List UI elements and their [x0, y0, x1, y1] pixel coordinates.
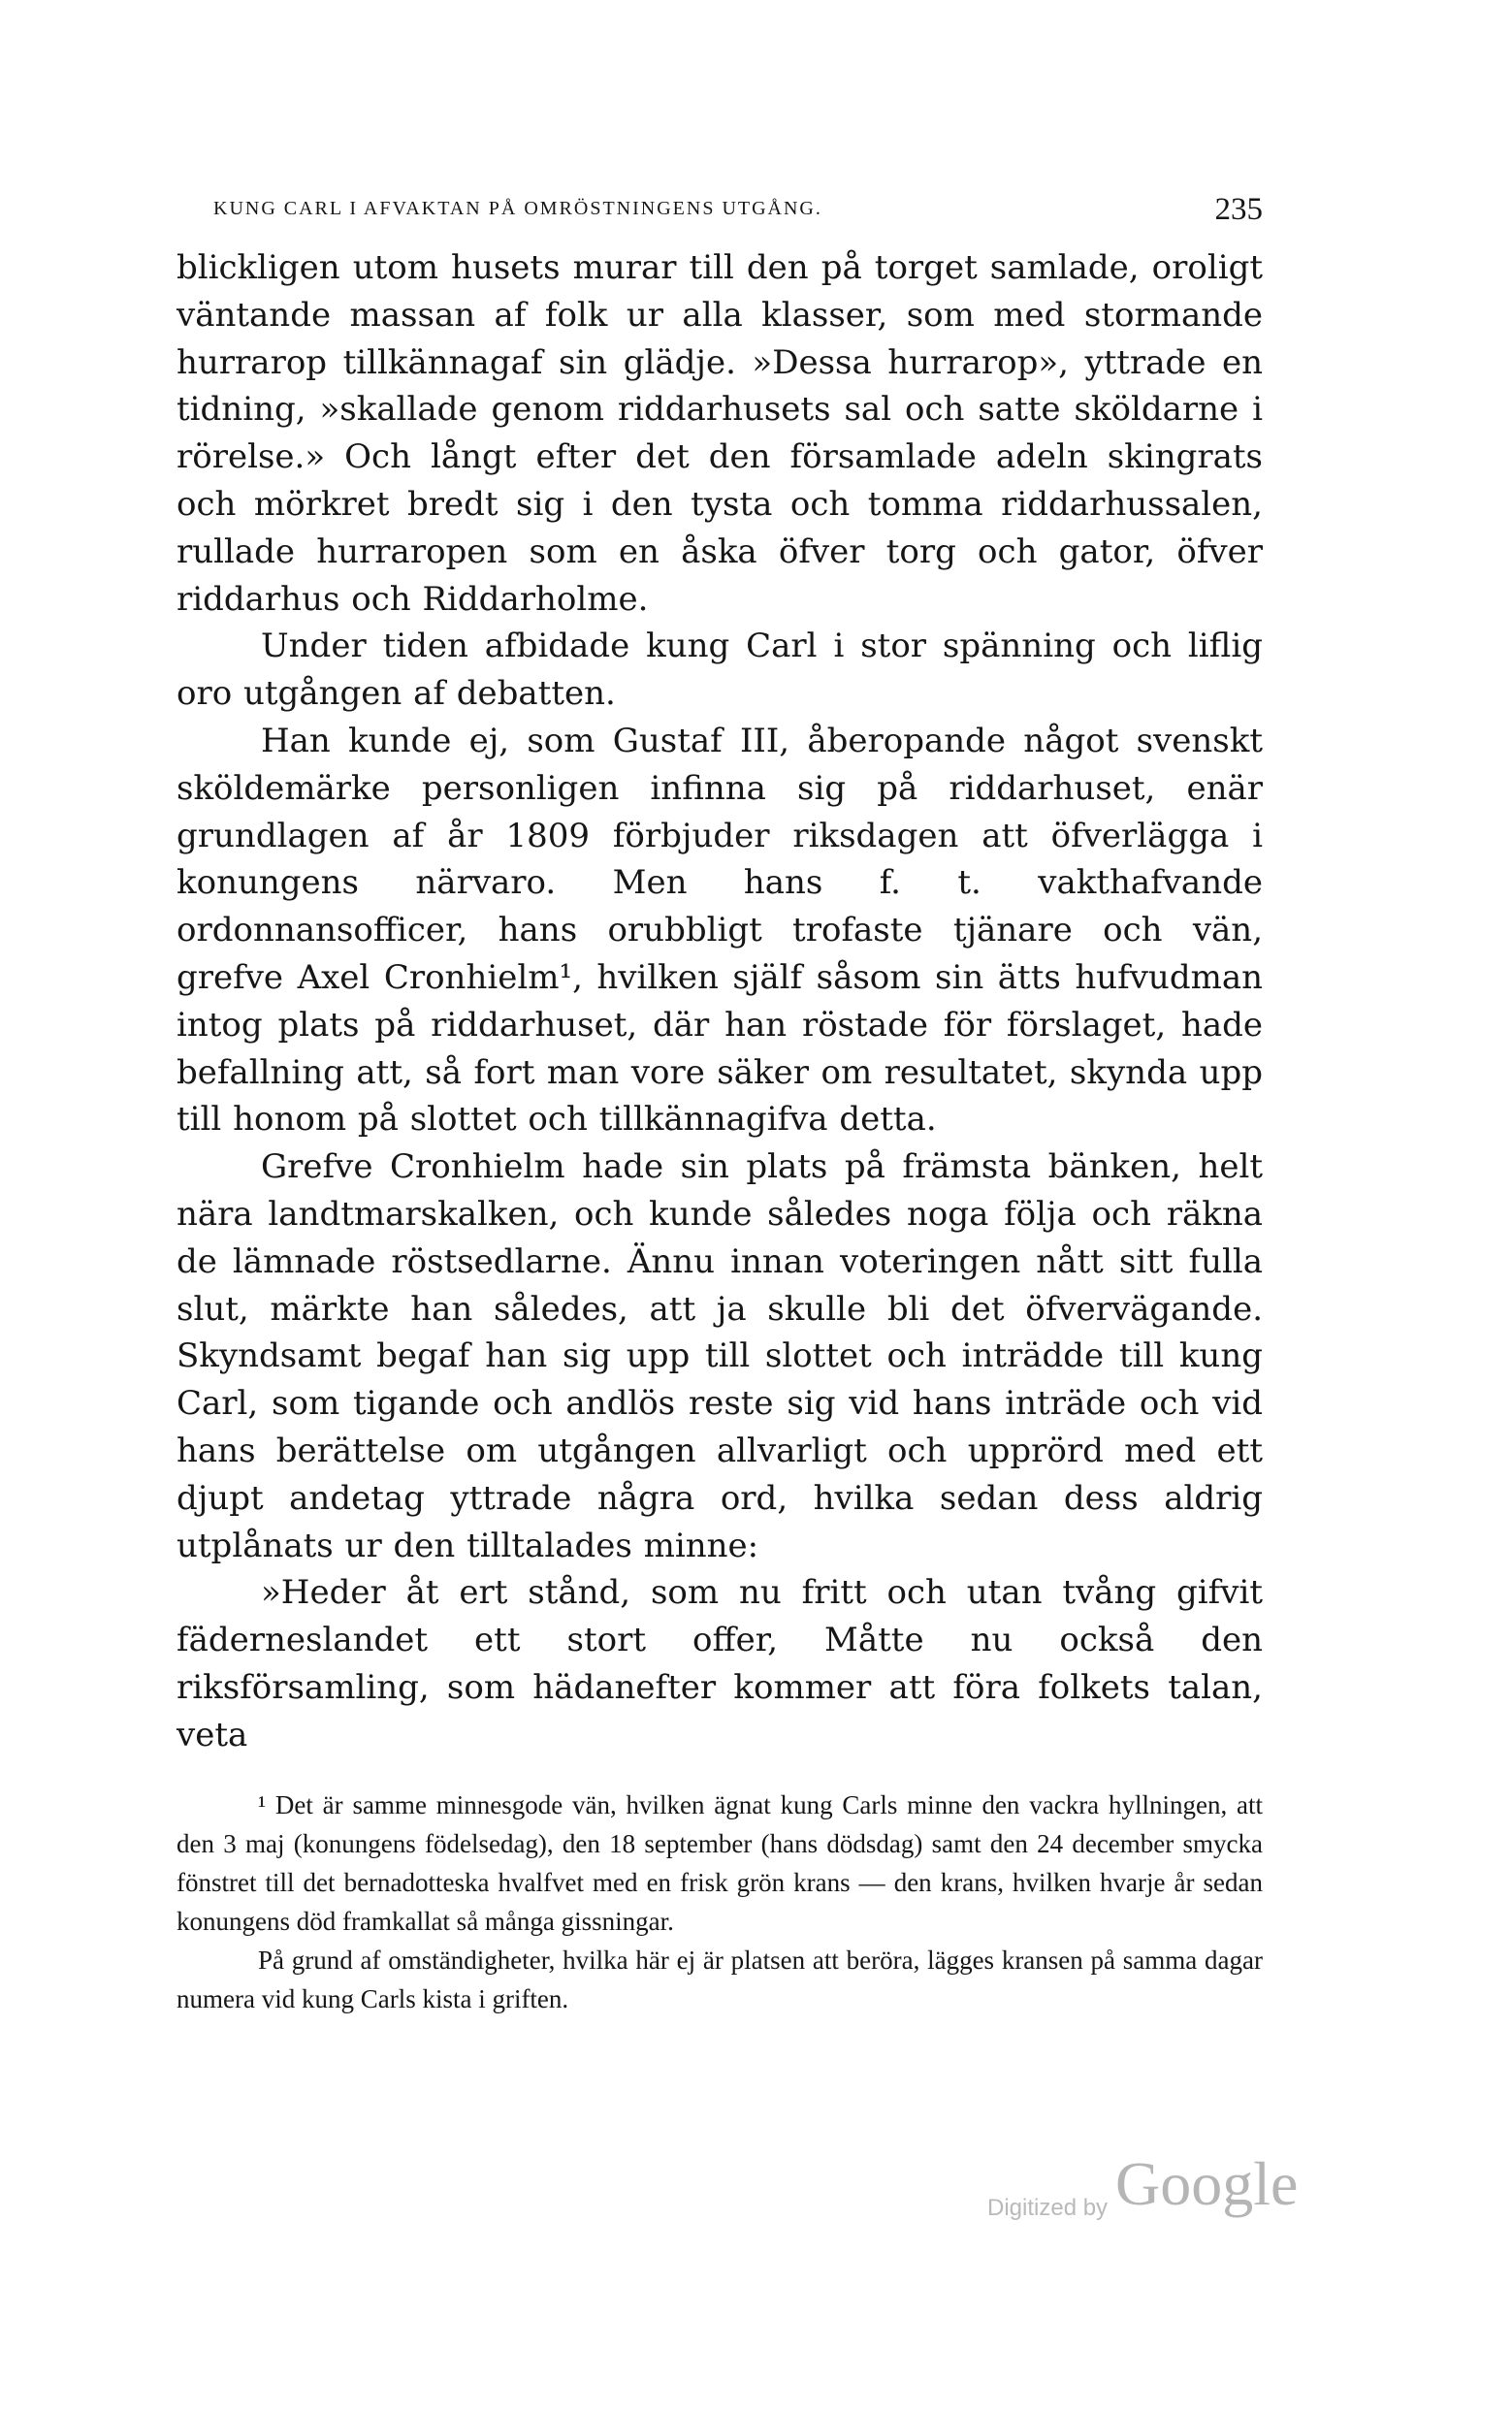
digitized-by-text: Digitized by	[987, 2195, 1109, 2221]
paragraph: Han kunde ej, som Gustaf III, åberopande något svenskt sköldemärke personligen infinna sig på riddarhuset, enär grundlagen af år 1809 förbjuder riksdagen att öfverlägga i konungens närvaro. Men hans f. t. vakthafvande ordonnansofficer, hans orubbligt trofaste tjänare och vän, grefve Axel Cronhielm¹, hvilken själf såsom sin ätts hufvudman intog plats på riddarhuset, där han röstade för förslaget, hade befallning att, så fort man vore säker om resultatet, skynda upp till honom på slottet och tillkännagifva detta.	[177, 721, 1263, 1140]
paragraph: Grefve Cronhielm hade sin plats på främsta bänken, helt nära landtmarskalken, och kunde således noga följa och räkna de lämnade röstsedlarne. Ännu innan voteringen nått sitt fulla slut, märkte han således, att ja skulle bli det öfvervägande. Skyndsamt begaf han sig upp till slottet och inträdde till kung Carl, som tigande och andlös reste sig vid hans inträde och vid hans berättelse om utgången allvarligt och upprörd med ett djupt andetag yttrade några ord, hvilka sedan dess aldrig utplånats ur den tilltalades minne:	[177, 1147, 1263, 1565]
body-text	[177, 244, 1263, 1759]
page-number: 235	[1214, 192, 1263, 227]
digitized-watermark	[987, 2148, 1298, 2236]
paragraph: blickligen utom husets murar till den på torget samlade, oroligt väntande massan af folk ur alla klasser, som med stormande hurrarop tillkännagaf sin glädje. »Dessa hurrarop», yttrade en tidning, »skallade genom riddarhusets sal och satte sköldarne i rörelse.» Och långt efter det den församlade adeln skingrats och mörkret bredt sig i den tysta och tomma riddarhussalen, rullade hurraropen som en åska öfver torg och gator, öfver riddarhus och Riddarholme.	[177, 248, 1263, 619]
paragraph: »Heder åt ert stånd, som nu fritt och utan tvång gifvit fäderneslandet ett stort offer, Måtte nu också den riksförsamling, som hädanefter kommer att föra folkets talan, veta	[177, 1573, 1263, 1754]
footnote: På grund af omständigheter, hvilka här ej är platsen att beröra, lägges kransen på samma dagar numera vid kung Carls kista i griften.	[177, 1946, 1263, 2013]
running-header	[163, 192, 1263, 235]
paragraph: Under tiden afbidade kung Carl i stor spänning och liflig oro utgången af debatten.	[177, 627, 1263, 714]
footnote: ¹ Det är samme minnesgode vän, hvilken ägnat kung Carls minne den vackra hyllningen, att den 3 maj (konungens födelsedag), den 18 september (hans dödsdag) samt den 24 december smycka fönstret till det bernadotteska hvalfvet med en frisk grön krans — den krans, hvilken hvarje år sedan konungens död framkallat så många gissningar.	[177, 1790, 1263, 1936]
footnotes	[177, 1786, 1263, 2018]
running-title: KUNG CARL I AFVAKTAN PÅ OMRÖSTNINGENS UTGÅNG.	[213, 198, 822, 219]
google-logo: Google	[1115, 2149, 1299, 2218]
